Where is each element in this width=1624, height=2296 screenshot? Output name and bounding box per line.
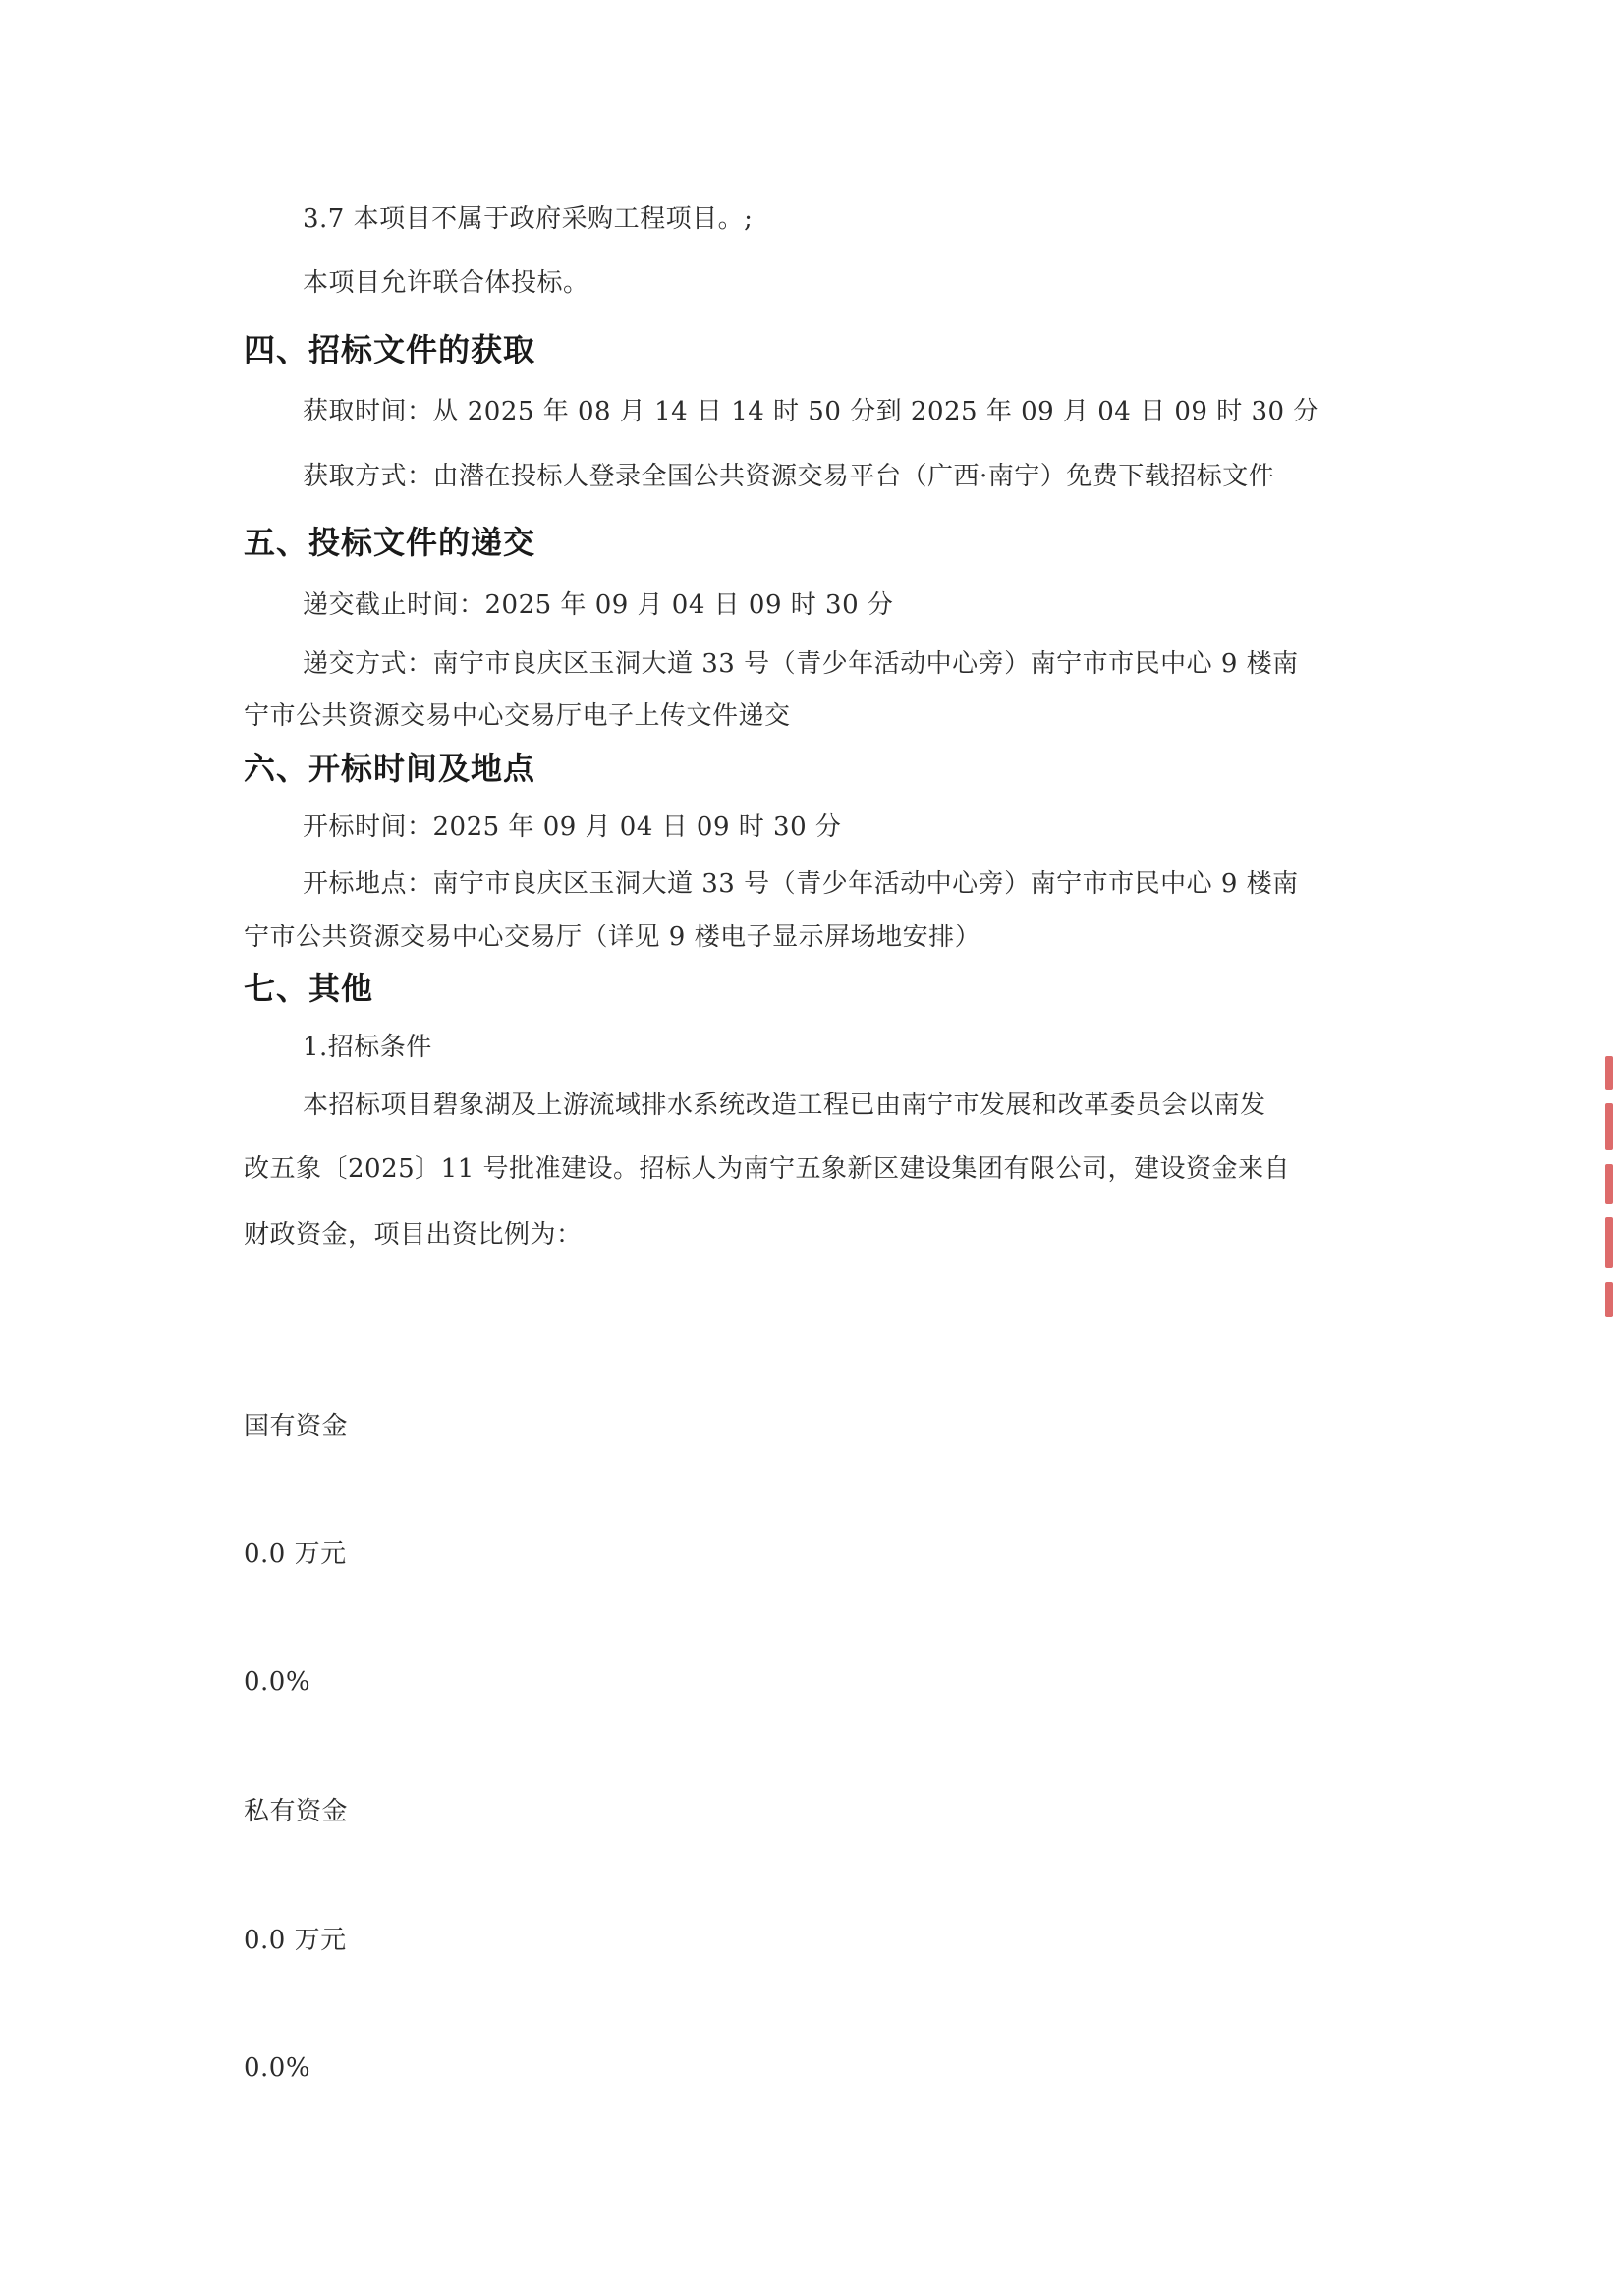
section-5-heading: 五、投标文件的递交 [244, 524, 536, 561]
private-funds-label: 私有资金 [244, 1797, 349, 1826]
project-paragraph-line-2: 改五象〔2025〕11 号批准建设。招标人为南宁五象新区建设集团有限公司，建设资金来自 [244, 1154, 1291, 1184]
private-funds-amount: 0.0 万元 [244, 1926, 347, 1955]
acquire-time: 获取时间：从 2025 年 08 月 14 日 14 时 50 分到 2025 年 09 月 04 日 09 时 30 分 [303, 397, 1319, 426]
submit-deadline: 递交截止时间：2025 年 09 月 04 日 09 时 30 分 [303, 590, 894, 620]
bidding-conditions-title: 1.招标条件 [303, 1033, 432, 1062]
consortium-note: 本项目允许联合体投标。 [303, 268, 589, 298]
state-funds-label: 国有资金 [244, 1412, 349, 1441]
project-paragraph-line-3: 财政资金，项目出资比例为： [244, 1220, 583, 1250]
state-funds-percent: 0.0% [244, 1667, 311, 1697]
opening-place-line-2: 宁市公共资源交易中心交易厅（详见 9 楼电子显示屏场地安排） [244, 923, 981, 952]
private-funds-percent: 0.0% [244, 2053, 311, 2083]
opening-time: 开标时间：2025 年 09 月 04 日 09 时 30 分 [303, 812, 842, 842]
item-3-7: 3.7 本项目不属于政府采购工程项目。; [303, 204, 754, 234]
acquire-method: 获取方式：由潜在投标人登录全国公共资源交易平台（广西·南宁）免费下载招标文件 [303, 462, 1275, 491]
seal-stamp-edge [1603, 1056, 1617, 1331]
section-4-heading: 四、招标文件的获取 [244, 331, 536, 368]
section-7-heading: 七、其他 [244, 970, 374, 1007]
project-paragraph-line-1: 本招标项目碧象湖及上游流域排水系统改造工程已由南宁市发展和改革委员会以南发 [303, 1091, 1266, 1120]
submit-method-line-1: 递交方式：南宁市良庆区玉洞大道 33 号（青少年活动中心旁）南宁市市民中心 9 楼南 [303, 649, 1299, 679]
opening-place-line-1: 开标地点：南宁市良庆区玉洞大道 33 号（青少年活动中心旁）南宁市市民中心 9 楼南 [303, 869, 1299, 899]
state-funds-amount: 0.0 万元 [244, 1540, 347, 1569]
section-6-heading: 六、开标时间及地点 [244, 750, 536, 787]
submit-method-line-2: 宁市公共资源交易中心交易厅电子上传文件递交 [244, 701, 791, 731]
